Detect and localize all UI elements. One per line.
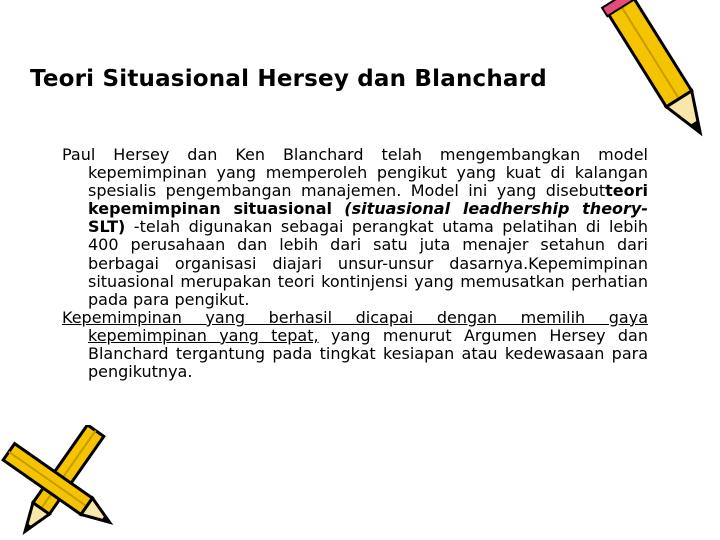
p1-bold-acronym: SLT) bbox=[88, 217, 126, 237]
p2-underlined-text: Kepemimpinan yang berhasil dicapai dengan memilih gaya kepemimpinan yang tepat, bbox=[62, 307, 648, 345]
pencil-icon bbox=[600, 0, 720, 150]
p1-bold-term: teori kepemimpinan situasional bbox=[88, 181, 648, 219]
paragraph-1 bbox=[62, 146, 648, 309]
p2-text: yang menurut Argumen Hersey dan Blanchard tergantung pada tingkat kesiapan atau kedewasaan para pengikutnya. bbox=[88, 325, 649, 382]
body-text bbox=[62, 146, 648, 381]
slide-title: Teori Situasional Hersey dan Blanchard bbox=[30, 66, 547, 92]
p1-text-b: -telah digunakan sebagai perangkat utama pelatihan di lebih 400 perusahaan dan lebih dari satu juta menajer setahun dari berbagai organisasi diajari unsur-unsur dasarnya.Kepemimpinan situasional merupakan teori kontinjensi yang memusatkan perhatian pada para pengikut. bbox=[88, 217, 648, 309]
p1-text-a: Paul Hersey dan Ken Blanchard telah mengembangkan model kepemimpinan yang memperoleh pengikut yang kuat di kalangan spesialis pengembangan manajemen. Model ini yang disebut bbox=[62, 145, 648, 201]
p1-bold-italic-term: (situasional leadhership theory- bbox=[344, 199, 648, 219]
crossed-pencils-icon bbox=[0, 425, 130, 540]
paragraph-2 bbox=[62, 309, 648, 381]
